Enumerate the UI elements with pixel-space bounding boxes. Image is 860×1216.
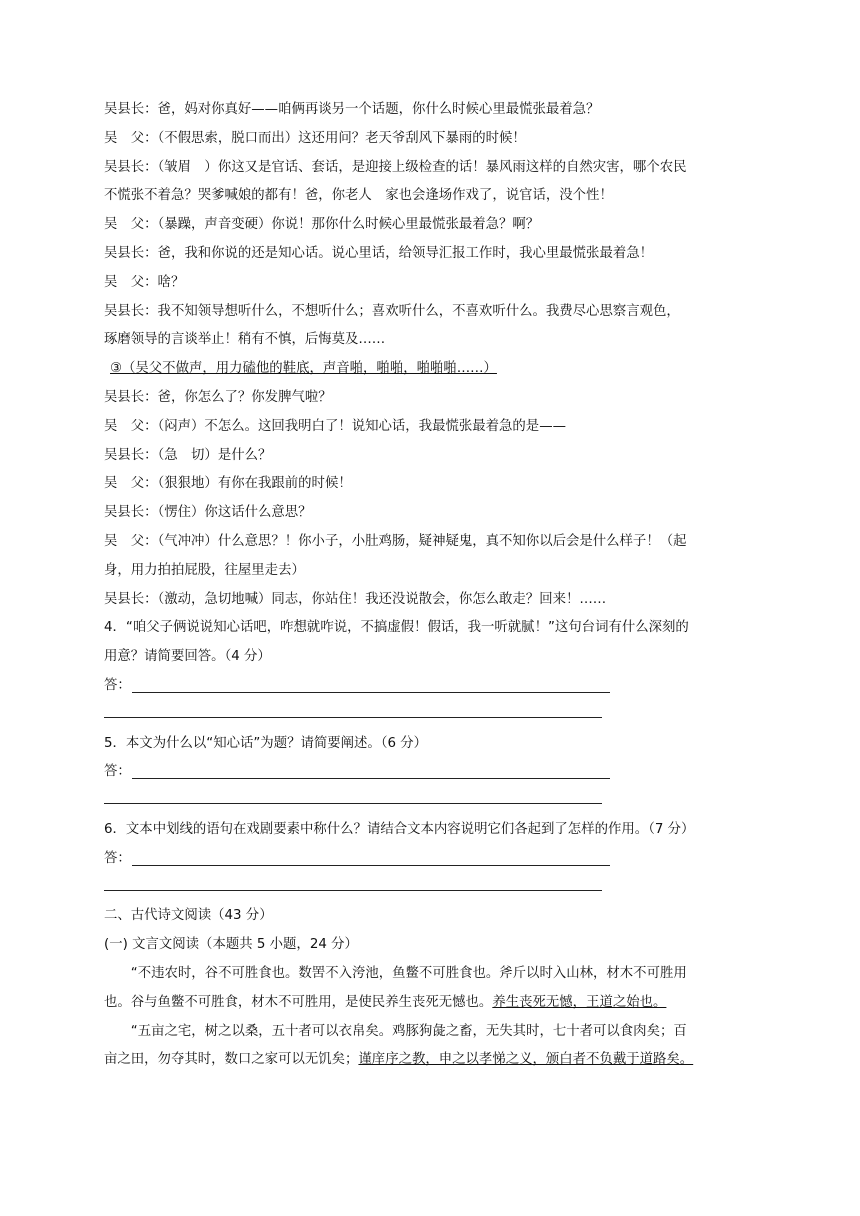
dialogue-line: 吴 父：（不假思索，脱口而出）这还用问？老天爷刮风下暴雨的时候！ — [104, 130, 526, 146]
question-5-text: 5．本文为什么以“知心话”为题？请简要阐述。（6 分） — [104, 735, 428, 751]
answer-blank[interactable] — [132, 778, 610, 779]
answer-blank[interactable] — [104, 803, 602, 804]
dialogue-line: 吴 父：（狠狠地）有你在我跟前的时候！ — [104, 476, 352, 492]
classical-paragraph-1 — [104, 960, 760, 989]
dialogue-line: 吴县长：（愣住）你这话什么意思？ — [104, 505, 312, 521]
classical-text: “不违农时，谷不可胜食也。数罟不入洿池，鱼鳖不可胜食也。斧斤以时入山林，材木不可胜用 — [130, 965, 687, 981]
classical-text: 亩之田，勿夺其时，数口之家可以无饥矣； — [104, 1052, 359, 1068]
dialogue-line: 吴县长：（皱眉 ）你这又是官话、套话，是迎接上级检查的话！暴风雨这样的自然灾害，哪个农民 — [104, 159, 687, 175]
underlined-stage-direction: ③（吴父不做声，用力磕他的鞋底，声音啪，啪啪，啪啪啪……） — [110, 361, 497, 377]
classical-paragraph-2-cont — [104, 1046, 760, 1075]
answer-line-q5[interactable] — [104, 758, 760, 787]
answer-label: 答： — [104, 764, 131, 780]
section-subtitle: (一) 文言文阅读（本题共 5 小题，24 分） — [104, 937, 358, 953]
dialogue-line: 吴县长：（急 切）是什么？ — [104, 447, 272, 463]
dialogue-line: 吴县长：爸，我和你说的还是知心话。说心里话，给领导汇报工作时，我心里最慌张最着急！ — [104, 245, 654, 261]
section-title: 二、古代诗文阅读（43 分） — [104, 908, 273, 924]
answer-line-q4-second[interactable] — [104, 701, 760, 730]
dialogue-line: 吴县长：爸，你怎么了？你发脾气啦？ — [104, 389, 332, 405]
answer-blank[interactable] — [104, 890, 602, 891]
dialogue-line: 吴县长：爸，妈对你真好——咱俩再谈另一个话题，你什么时候心里最慌张最着急？ — [104, 102, 600, 117]
document-page — [104, 96, 760, 1075]
answer-blank[interactable] — [132, 865, 610, 866]
question-4-text: 4．“咱父子俩说说知心话吧，咋想就咋说，不搞虚假！假话，我一听就腻！”这句台词有什么深刻的 — [104, 620, 689, 636]
dialogue-line: 吴县长：我不知领导想听什么，不想听什么；喜欢听什么，不喜欢听什么。我费尽心思察言观色， — [104, 303, 680, 319]
stage-direction-line — [104, 355, 760, 384]
classical-text: 也。谷与鱼鳖不可胜食，材木不可胜用，是使民养生丧死无憾也。 — [104, 994, 493, 1010]
answer-line-q4[interactable] — [104, 672, 760, 701]
question-6-text: 6．文本中划线的语句在戏剧要素中称什么？请结合文本内容说明它们各起到了怎样的作用。（7 分） — [104, 821, 695, 837]
question-4-text-cont: 用意？请简要回答。（4 分） — [104, 649, 271, 665]
answer-label: 答： — [104, 677, 131, 693]
answer-line-q6-second[interactable] — [104, 874, 760, 903]
dialogue-line: 吴 父：（闷声）不怎么。这回我明白了！说知心话，我最慌张最着急的是—— — [104, 418, 566, 434]
dialogue-line: 吴县长：（激动，急切地喊）同志，你站住！我还没说散会，你怎么敢走？回来！…… — [104, 591, 607, 607]
dialogue-line: 琢磨领导的言谈举止！稍有不慎，后悔莫及…… — [104, 332, 386, 348]
dialogue-line: 吴 父：（气冲冲）什么意思？！你小子，小肚鸡肠，疑神疑鬼，真不知你以后会是什么样子！（起 — [104, 533, 687, 549]
dialogue-line: 身，用力拍拍屁股，往屋里走去） — [104, 562, 305, 578]
classical-text: “五亩之宅，树之以桑，五十者可以衣帛矣。鸡豚狗彘之畜，无失其时，七十者可以食肉矣；百 — [130, 1023, 687, 1039]
underlined-classical-text: 养生丧死无憾，王道之始也。 — [492, 994, 667, 1010]
answer-blank[interactable] — [104, 717, 602, 718]
underlined-classical-text: 谨庠序之教，申之以孝悌之义，颁白者不负戴于道路矣。 — [358, 1052, 694, 1068]
dialogue-line: 吴 父：啥？ — [104, 274, 185, 290]
answer-blank[interactable] — [132, 692, 610, 693]
dialogue-line: 不慌张不着急？哭爹喊娘的都有！爸，你老人 家也会逢场作戏了，说官话，没个性！ — [104, 188, 613, 204]
answer-line-q6[interactable] — [104, 845, 760, 874]
dialogue-line: 吴 父：（暴躁，声音变硬）你说！那你什么时候心里最慌张最着急？啊？ — [104, 217, 540, 233]
classical-paragraph-2 — [104, 1018, 760, 1047]
answer-label: 答： — [104, 850, 131, 866]
classical-paragraph-1-cont — [104, 989, 760, 1018]
answer-line-q5-second[interactable] — [104, 787, 760, 816]
